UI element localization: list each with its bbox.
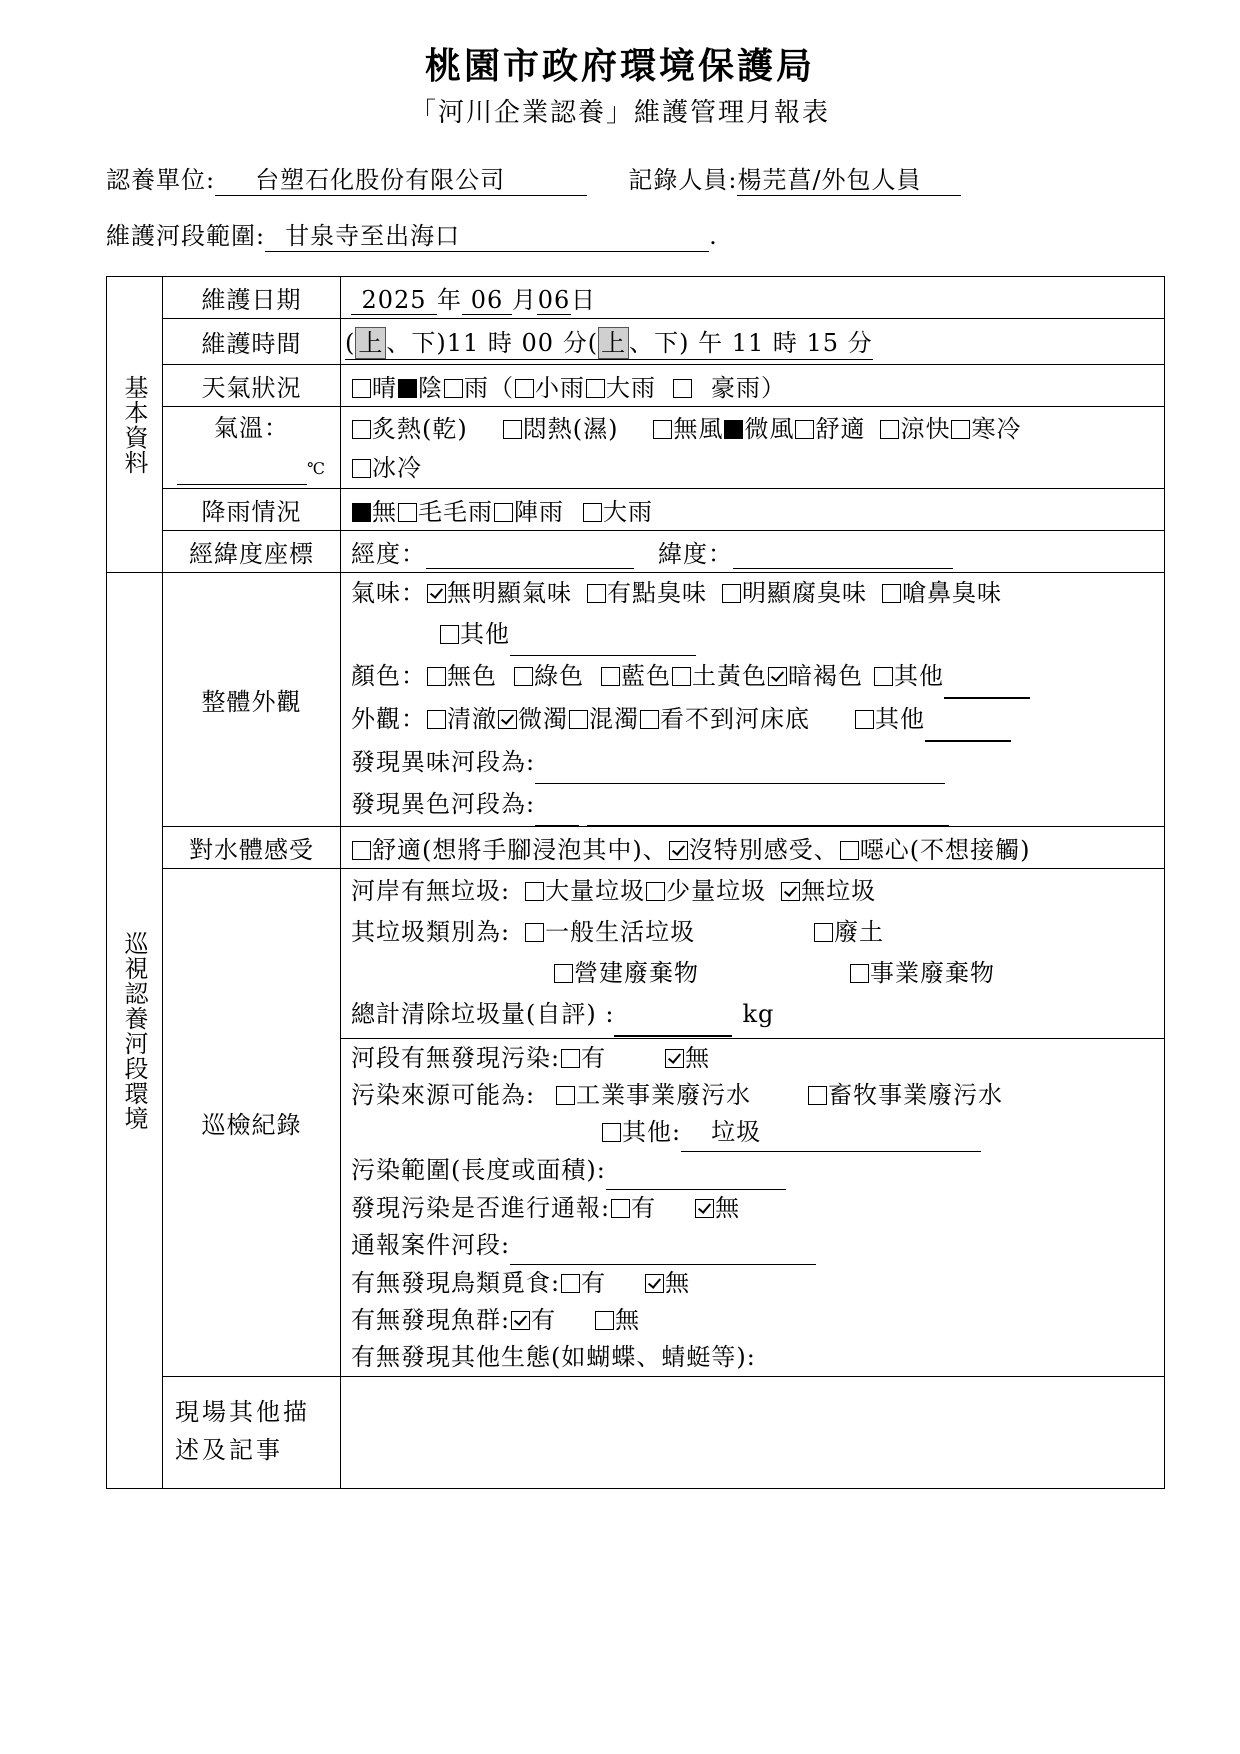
feeling-neutral-label: 沒特別感受、 xyxy=(688,836,839,864)
smell-pungent-checkbox[interactable] xyxy=(882,584,901,603)
fish-yes-checkbox[interactable] xyxy=(511,1311,530,1330)
smell-label: 氣味： xyxy=(351,579,426,607)
type-soil-checkbox[interactable] xyxy=(814,923,833,942)
type-industrial-checkbox[interactable] xyxy=(850,964,869,983)
pollution-yes-checkbox[interactable] xyxy=(561,1049,580,1068)
total-field[interactable] xyxy=(614,994,732,1037)
color-other-field[interactable] xyxy=(944,656,1030,699)
temp-muggy-label: 悶熱(濕) xyxy=(522,414,619,443)
fish-no-label: 無 xyxy=(615,1305,641,1334)
section-patrol: 巡視認養河段環境 xyxy=(107,573,163,1489)
color-section-field-b[interactable] xyxy=(587,784,949,826)
temp-breeze-checkbox[interactable] xyxy=(724,420,743,439)
rainfall-cell xyxy=(341,489,1165,531)
look-label: 外觀： xyxy=(351,705,426,733)
report-no-checkbox[interactable] xyxy=(695,1199,714,1218)
feeling-label: 對水體感受 xyxy=(163,827,341,869)
type-soil-label: 廢土 xyxy=(834,917,885,946)
look-nobed-label: 看不到河床底 xyxy=(660,705,810,733)
pollution-no-checkbox[interactable] xyxy=(665,1049,684,1068)
look-other-field[interactable] xyxy=(925,699,1011,742)
smell-strong-checkbox[interactable] xyxy=(722,584,741,603)
trash-cell xyxy=(341,869,1165,1039)
type-domestic-checkbox[interactable] xyxy=(525,923,544,942)
color-label: 顏色： xyxy=(351,662,426,690)
look-turbid-checkbox[interactable] xyxy=(569,710,588,729)
trash-none-label: 無垃圾 xyxy=(801,876,877,905)
color-yellow-checkbox[interactable] xyxy=(672,667,691,686)
color-blue-checkbox[interactable] xyxy=(601,667,620,686)
weather-cloudy-label: 陰 xyxy=(418,374,443,402)
color-none-checkbox[interactable] xyxy=(427,667,446,686)
coord-cell xyxy=(341,531,1165,573)
appearance-cell xyxy=(341,573,1165,827)
smell-other-field[interactable] xyxy=(510,614,696,656)
feeling-comfy-checkbox[interactable] xyxy=(352,841,371,860)
odor-section-label: 發現異味河段為: xyxy=(351,748,536,776)
birds-no-label: 無 xyxy=(665,1268,691,1297)
source-livestock-checkbox[interactable] xyxy=(808,1086,827,1105)
color-blue-label: 藍色 xyxy=(621,662,671,690)
scope-label: 污染範圍(長度或面積): xyxy=(351,1155,606,1184)
date-day: 06 xyxy=(537,286,571,314)
smell-pungent-label: 嗆鼻臭味 xyxy=(902,579,1002,607)
rain-heavy-label: 大雨 xyxy=(603,498,653,526)
temp-cool-checkbox[interactable] xyxy=(880,420,899,439)
pollution-yes-label: 有 xyxy=(581,1043,607,1072)
weather-light-checkbox[interactable] xyxy=(515,379,534,398)
source-other-field[interactable] xyxy=(681,1114,981,1152)
rain-shower-checkbox[interactable] xyxy=(494,503,513,522)
trash-lots-checkbox[interactable] xyxy=(525,882,544,901)
type-construction-checkbox[interactable] xyxy=(554,964,573,983)
color-green-checkbox[interactable] xyxy=(514,667,533,686)
report-table xyxy=(106,276,1165,1489)
time-am-end: 上 xyxy=(598,327,629,359)
time-end: 、下) 午 11 時 15 分 xyxy=(629,329,873,357)
look-nobed-checkbox[interactable] xyxy=(640,710,659,729)
weather-rain-label: 雨（ xyxy=(464,374,514,402)
fish-yes-label: 有 xyxy=(531,1305,557,1334)
weather-rain-checkbox[interactable] xyxy=(444,379,463,398)
patrol-label: 巡檢紀錄 xyxy=(163,869,341,1377)
temp-comfy-label: 舒適 xyxy=(815,414,866,443)
temp-icy-label: 冰冷 xyxy=(372,453,422,482)
time-text: ( 上 、下)11 時 00 分( 上 、下) 午 11 時 15 分 xyxy=(345,323,873,360)
lat-field[interactable] xyxy=(733,540,953,569)
odor-section-field[interactable] xyxy=(535,742,945,784)
pollution-label: 河段有無發現污染: xyxy=(351,1043,561,1072)
temp-calm-label: 無風 xyxy=(673,414,724,443)
look-clear-checkbox[interactable] xyxy=(427,710,446,729)
color-section-label: 發現異色河段為: xyxy=(351,790,536,818)
scope-field[interactable] xyxy=(606,1152,786,1190)
temp-comfy-checkbox[interactable] xyxy=(795,420,814,439)
notes-label: 現場其他描述及記事 xyxy=(163,1377,341,1489)
weather-light-label: 小雨 xyxy=(535,374,585,402)
case-field[interactable] xyxy=(510,1227,816,1265)
temp-breeze-label: 微風 xyxy=(744,414,795,443)
section-basic: 基本資料 xyxy=(107,277,163,573)
coord-label: 經緯度座標 xyxy=(163,531,341,573)
unit-label: 認養單位: xyxy=(106,166,216,194)
rain-heavy-checkbox[interactable] xyxy=(583,503,602,522)
temp-unit: ℃ xyxy=(307,459,326,478)
color-brown-label: 暗褐色 xyxy=(788,662,863,690)
look-slight-label: 微濁 xyxy=(518,705,568,733)
time-label: 維護時間 xyxy=(163,319,341,365)
trash-label: 河岸有無垃圾: xyxy=(351,876,511,905)
look-other-checkbox[interactable] xyxy=(855,710,874,729)
weather-cell xyxy=(341,365,1165,407)
total-label: 總計清除垃圾量(自評) : xyxy=(351,999,615,1028)
trash-some-label: 少量垃圾 xyxy=(666,876,767,905)
feeling-comfy-label: 舒適(想將手腳浸泡其中)、 xyxy=(372,836,668,864)
range-label: 維護河段範圍: xyxy=(106,222,266,250)
source-other-checkbox[interactable] xyxy=(602,1123,621,1142)
temp-icy-checkbox[interactable] xyxy=(352,459,371,478)
temp-options xyxy=(341,407,1165,489)
source-industrial-label: 工業事業廢污水 xyxy=(576,1080,752,1109)
temp-muggy-checkbox[interactable] xyxy=(503,420,522,439)
smell-slight-checkbox[interactable] xyxy=(587,584,606,603)
birds-label: 有無發現鳥類覓食: xyxy=(351,1268,561,1297)
case-label: 通報案件河段: xyxy=(351,1230,511,1259)
feeling-cell xyxy=(341,827,1165,869)
smell-none-checkbox[interactable] xyxy=(427,584,446,603)
temp-cold-label: 寒冷 xyxy=(971,414,1022,443)
eco-label: 有無發現其他生態(如蝴蝶、蜻蜓等): xyxy=(351,1342,756,1371)
total-unit: kg xyxy=(742,999,775,1028)
year-unit: 年 xyxy=(437,286,462,314)
smell-strong-label: 明顯腐臭味 xyxy=(742,579,867,607)
weather-storm-checkbox[interactable] xyxy=(673,379,692,398)
trash-lots-label: 大量垃圾 xyxy=(545,876,646,905)
feeling-neutral-checkbox[interactable] xyxy=(669,841,688,860)
feeling-disgust-checkbox[interactable] xyxy=(840,841,859,860)
rainfall-label: 降雨情況 xyxy=(163,489,341,531)
color-brown-checkbox[interactable] xyxy=(768,667,787,686)
look-clear-label: 清澈 xyxy=(447,705,497,733)
range-field[interactable] xyxy=(265,216,709,252)
lat-label: 緯度： xyxy=(658,540,733,568)
type-industrial-label: 事業廢棄物 xyxy=(870,958,995,987)
color-other-label: 其他 xyxy=(894,662,944,690)
temp-calm-checkbox[interactable] xyxy=(653,420,672,439)
weather-sunny-label: 晴 xyxy=(372,374,397,402)
color-yellow-label: 土黃色 xyxy=(692,662,767,690)
lon-field[interactable] xyxy=(426,540,634,569)
date-cell[interactable] xyxy=(341,277,1165,319)
temp-field[interactable] xyxy=(177,448,307,485)
page-subtitle: 「河川企業認養」維護管理月報表 xyxy=(409,98,830,128)
unit-field[interactable] xyxy=(215,160,587,196)
lon-label: 經度： xyxy=(351,540,426,568)
look-turbid-label: 混濁 xyxy=(589,705,639,733)
rain-drizzle-label: 毛毛雨 xyxy=(418,498,493,526)
temp-cell xyxy=(163,407,341,489)
report-no-label: 無 xyxy=(715,1193,741,1222)
source-industrial-checkbox[interactable] xyxy=(556,1086,575,1105)
recorder-label: 記錄人員: xyxy=(628,166,738,194)
source-other-label: 其他: xyxy=(622,1117,682,1146)
temp-label: 氣溫： xyxy=(214,414,289,442)
rain-none-checkbox[interactable] xyxy=(352,503,371,522)
page-title: 桃園市政府環境保護局 xyxy=(424,45,815,87)
rain-none-label: 無 xyxy=(372,498,397,526)
month-unit: 月 xyxy=(512,286,537,314)
smell-other-checkbox[interactable] xyxy=(440,625,459,644)
report-label: 發現污染是否進行通報: xyxy=(351,1193,611,1222)
temp-hot-label: 炙熱(乾) xyxy=(372,414,468,443)
color-section-field-a[interactable] xyxy=(535,784,579,826)
fish-label: 有無發現魚群: xyxy=(351,1305,511,1334)
feeling-disgust-label: 噁心(不想接觸) xyxy=(859,836,1031,864)
look-slight-checkbox[interactable] xyxy=(498,710,517,729)
fish-no-checkbox[interactable] xyxy=(595,1311,614,1330)
pollution-no-label: 無 xyxy=(685,1043,711,1072)
report-yes-label: 有 xyxy=(631,1193,657,1222)
time-start: 、下)11 時 00 分( xyxy=(386,329,599,357)
recorder-value: 楊芫菖/外包人員 xyxy=(737,166,922,194)
time-cell[interactable] xyxy=(341,319,1165,365)
temp-cool-label: 涼快 xyxy=(900,414,951,443)
rain-shower-label: 陣雨 xyxy=(514,498,564,526)
appearance-label: 整體外觀 xyxy=(163,573,341,827)
weather-label: 天氣狀況 xyxy=(163,365,341,407)
header-row-2 xyxy=(106,216,718,252)
weather-heavy-checkbox[interactable] xyxy=(586,379,605,398)
date-label: 維護日期 xyxy=(163,277,341,319)
color-none-label: 無色 xyxy=(447,662,497,690)
rain-drizzle-checkbox[interactable] xyxy=(398,503,417,522)
temp-cold-checkbox[interactable] xyxy=(951,420,970,439)
time-am-start: 上 xyxy=(355,327,386,359)
trash-none-checkbox[interactable] xyxy=(781,882,800,901)
unit-value: 台塑石化股份有限公司 xyxy=(255,166,506,194)
source-livestock-label: 畜牧事業廢污水 xyxy=(828,1080,1004,1109)
weather-storm-label: 豪雨） xyxy=(711,374,786,402)
recorder-field[interactable] xyxy=(737,160,961,196)
day-unit: 日 xyxy=(571,286,596,314)
type-label: 其垃圾類別為: xyxy=(351,917,511,946)
header-row-1 xyxy=(106,160,961,196)
smell-other-label: 其他 xyxy=(460,620,510,648)
report-yes-checkbox[interactable] xyxy=(611,1199,630,1218)
date-year: 2025 xyxy=(351,286,437,315)
trash-some-checkbox[interactable] xyxy=(646,882,665,901)
look-other-label: 其他 xyxy=(875,705,925,733)
type-domestic-label: 一般生活垃圾 xyxy=(545,917,696,946)
range-value: 甘泉寺至出海口 xyxy=(285,222,461,250)
birds-yes-label: 有 xyxy=(581,1268,607,1297)
notes-field[interactable] xyxy=(341,1377,1165,1489)
weather-cloudy-checkbox[interactable] xyxy=(398,379,417,398)
date-month: 06 xyxy=(462,286,512,315)
source-other-value: 垃圾 xyxy=(711,1117,762,1146)
smell-slight-label: 有點臭味 xyxy=(607,579,707,607)
birds-no-checkbox[interactable] xyxy=(645,1274,664,1293)
color-other-checkbox[interactable] xyxy=(874,667,893,686)
source-label: 污染來源可能為: xyxy=(351,1080,536,1109)
birds-yes-checkbox[interactable] xyxy=(561,1274,580,1293)
color-green-label: 綠色 xyxy=(534,662,584,690)
temp-hot-checkbox[interactable] xyxy=(352,420,371,439)
weather-sunny-checkbox[interactable] xyxy=(352,379,371,398)
smell-none-label: 無明顯氣味 xyxy=(447,579,572,607)
pollution-cell xyxy=(341,1039,1165,1377)
range-end: . xyxy=(709,222,718,250)
weather-heavy-label: 大雨 xyxy=(606,374,656,402)
type-construction-label: 營建廢棄物 xyxy=(574,958,699,987)
